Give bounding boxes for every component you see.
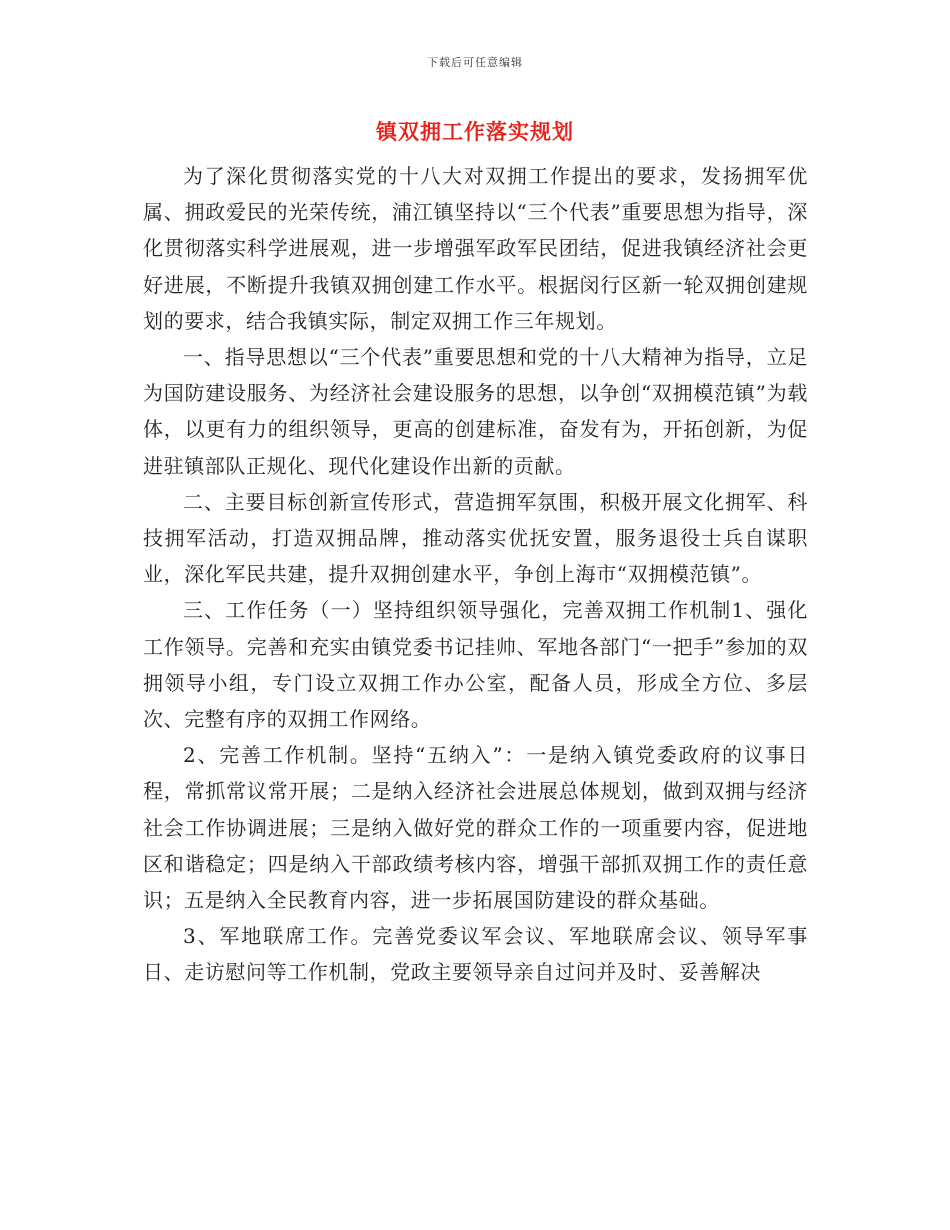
paragraph-main-goals: 二、主要目标创新宣传形式，营造拥军氛围，积极开展文化拥军、科技拥军活动，打造双拥品牌，推动落实优抚安置，服务退役士兵自谋职业，深化军民共建，提升双拥创建水平，争创上海市“双拥模范镇”。 (143, 489, 808, 587)
header-note: 下载后可任意编辑 (427, 56, 523, 69)
paragraph-work-mechanism: 2、完善工作机制。坚持“五纳入”：一是纳入镇党委政府的议事日程，常抓常议常开展；二是纳入经济社会进展总体规划，做到双拥与经济社会工作协调进展；三是纳入做好党的群众工作的一项重要内容，促进地区和谐稳定；四是纳入干部政绩考核内容，增强干部抓双拥工作的责任意识；五是纳入全民教育内容，进一步拓展国防建设的群众基础。 (143, 743, 808, 913)
paragraph-guiding-ideology: 一、指导思想以“三个代表”重要思想和党的十八大精神为指导，立足为国防建设服务、为经济社会建设服务的思想，以争创“双拥模范镇”为载体，以更有力的组织领导，更高的创建标准，奋发有为，开拓创新，为促进驻镇部队正规化、现代化建设作出新的贡献。 (143, 345, 808, 478)
document-title: 镇双拥工作落实规划 (376, 119, 574, 144)
document-body (143, 158, 808, 991)
paragraph-joint-meeting: 3、军地联席工作。完善党委议军会议、军地联席会议、领导军事日、走访慰问等工作机制，党政主要领导亲自过问并及时、妥善解决 (143, 924, 808, 985)
paragraph-work-tasks: 三、工作任务（一）坚持组织领导强化，完善双拥工作机制1、强化工作领导。完善和充实由镇党委书记挂帅、军地各部门“一把手”参加的双拥领导小组，专门设立双拥工作办公室，配备人员，形成全方位、多层次、完整有序的双拥工作网络。 (143, 598, 808, 732)
paragraph-intro: 为了深化贯彻落实党的十八大对双拥工作提出的要求，发扬拥军优属、拥政爱民的光荣传统，浦江镇坚持以“三个代表”重要思想为指导，深化贯彻落实科学进展观，进一步增强军政军民团结，促进我镇经济社会更好进展，不断提升我镇双拥创建工作水平。根据闵行区新一轮双拥创建规划的要求，结合我镇实际，制定双拥工作三年规划。 (143, 164, 808, 333)
